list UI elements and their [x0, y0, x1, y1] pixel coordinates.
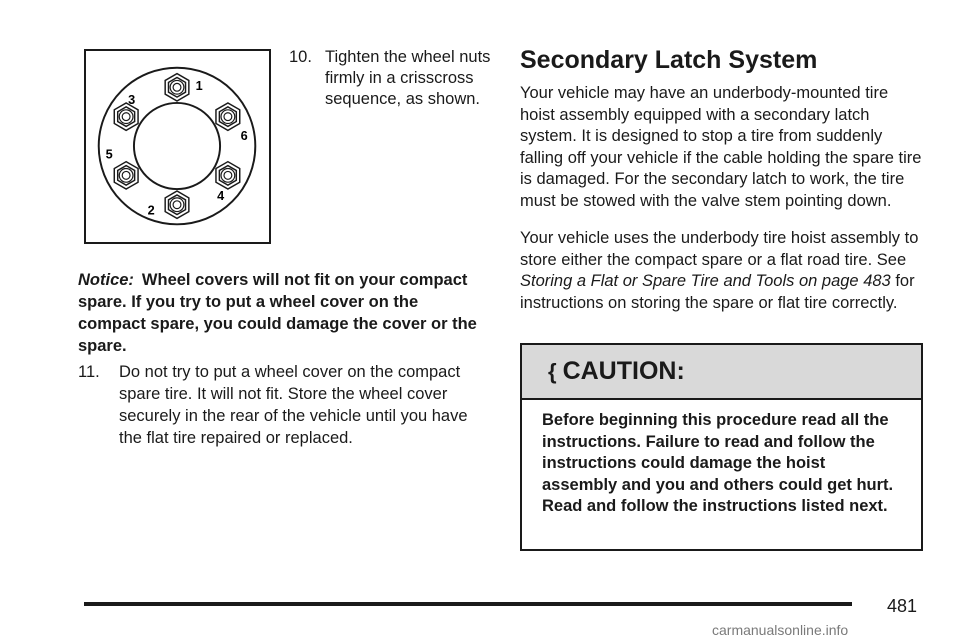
- lug-label-6: 6: [240, 128, 248, 144]
- lug-stud: [221, 110, 235, 124]
- lug-label-5: 5: [105, 146, 113, 162]
- lug-stud: [122, 113, 130, 121]
- notice-lead: Notice:: [78, 271, 134, 289]
- lug-stud: [119, 110, 133, 124]
- lug-stud: [173, 201, 181, 209]
- paragraph-2-text-end: for instructions on storing the spare or flat tire correctly.: [520, 272, 915, 312]
- step-11-text: Do not try to put a wheel cover on the compact spare tire. It will not fit. Store the wheel cover securely in the rear of the vehicle until you have the flat tire repaired or replaced.: [119, 363, 468, 447]
- lug-label-1: 1: [195, 78, 203, 94]
- caution-title: CAUTION:: [562, 357, 685, 385]
- lug-label-2: 2: [147, 202, 155, 218]
- lug-stud: [170, 80, 184, 94]
- wheel-hub-illustration: [86, 51, 269, 242]
- lug-label-3: 3: [128, 91, 136, 107]
- step-11-number: 11.: [78, 363, 100, 381]
- lug-label-4: 4: [217, 187, 225, 203]
- step-11: [78, 361, 490, 449]
- lug-stud: [119, 169, 133, 183]
- watermark: carmanualsonline.info: [712, 622, 849, 638]
- lug-nut: [114, 103, 138, 130]
- lug-stud: [221, 169, 235, 183]
- lug-nut: [114, 162, 138, 189]
- caution-header: [522, 345, 921, 400]
- notice-text: Wheel covers will not fit on your compact spare. If you try to put a wheel cover on the compact spare, you could damage the cover or the spare.: [78, 271, 477, 355]
- page-number: 481: [887, 596, 918, 616]
- lug-stud: [170, 198, 184, 212]
- lug-stud: [173, 83, 181, 91]
- hub-center-bore: [134, 103, 220, 189]
- lug-nut-diagram: [84, 49, 271, 244]
- paragraph-2-text-start: Your vehicle uses the underbody tire hoist assembly to store either the compact spare or a flat road tire. See: [520, 229, 919, 269]
- lug-stud: [224, 113, 232, 121]
- section-paragraph-2: [520, 228, 925, 314]
- step-10-text: Tighten the wheel nuts firmly in a crisscross sequence, as shown.: [325, 48, 491, 108]
- caution-icon: {: [548, 358, 557, 384]
- cross-reference-link[interactable]: Storing a Flat or Spare Tire and Tools on page 483: [520, 272, 891, 290]
- lug-nut: [216, 103, 240, 130]
- lug-nut: [165, 74, 189, 101]
- footer-rule: [84, 602, 852, 606]
- lug-nut: [165, 191, 189, 218]
- caution-box: [520, 343, 923, 551]
- caution-text: Before beginning this procedure read all the instructions. Failure to read and follow the instructions could damage the hoist assembly and you and others could get hurt. Read and follow the instructions listed next.: [542, 411, 894, 515]
- notice-block: [78, 269, 490, 357]
- lug-nut: [216, 162, 240, 189]
- step-10: [289, 47, 494, 110]
- step-10-number: 10.: [289, 48, 312, 66]
- section-heading: Secondary Latch System: [520, 46, 818, 74]
- section-paragraph-1: Your vehicle may have an underbody-mounted tire hoist assembly equipped with a secondary latch system. It is designed to stop a tire from suddenly falling off your vehicle if the cable holding the spare tire is damaged. For the secondary latch to work, the tire must be stowed with the valve stem pointing down.: [520, 84, 922, 210]
- lug-stud: [122, 171, 130, 179]
- lug-stud: [224, 171, 232, 179]
